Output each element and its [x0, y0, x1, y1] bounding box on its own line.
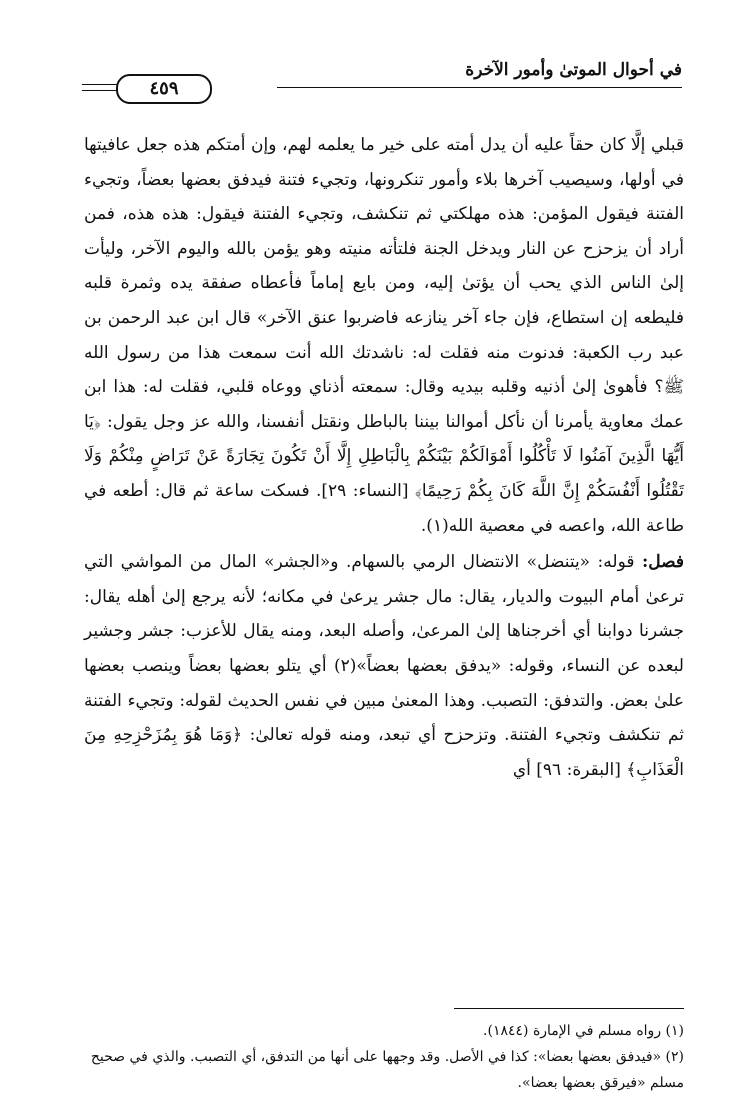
running-title: في أحوال الموتىٰ وأمور الآخرة: [465, 60, 682, 80]
footnote-2: (٢) «فيدفق بعضها بعضا»: كذا في الأصل. وقد وجهها على أنها من التدفق، أي التصبب. والذي في صحيح مسلم «فيرقق بعضها بعضا».: [90, 1049, 684, 1091]
page-header: [82, 54, 682, 104]
section-label: فصل:: [641, 552, 684, 573]
paragraph-2: [84, 545, 684, 787]
footnote-1: (١) رواه مسلم في الإمارة (١٨٤٤).: [483, 1023, 684, 1039]
header-rule: [277, 87, 682, 88]
page-number: ٤٥٩: [116, 74, 212, 104]
paragraph-2-text: قوله: «يتنضل» الانتضال الرمي بالسهام. و«الجشر» المال من المواشي التي ترعىٰ أمام البيوت والديار، يقال: مال جشر يرعىٰ في مكانه؛ لأنه يرجع إلىٰ أهله يقال: جشرنا دوابنا أي أخرجناها إلىٰ المرعىٰ، وأصله البعد، ومنه يقال للأعزب: جشر وجشير لبعده عن النساء، وقوله: «يدفق بعضها بعضاً»(٢) أي يتلو بعضها بعضاً وينصب بعضها علىٰ بعض. والتدفق: التصبب. وهذا المعنىٰ مبين في نفس الحديث لقوله: وتجيء الفتنة ثم تنكشف وتجيء الفتنة. وتزحزح أي تبعد، ومنه قوله تعالىٰ: ﴿وَمَا هُوَ بِمُزَحْزِحِهِ مِنَ الْعَذَابِ﴾ [البقرة: ٩٦] أي: [84, 552, 684, 780]
footnote-separator: [454, 1008, 684, 1009]
main-text: [84, 128, 684, 787]
paragraph-1: قبلي إلَّا كان حقاً عليه أن يدل أمته على خير ما يعلمه لهم، وإن أمتكم هذه جعل عافيتها في أولها، وسيصيب آخرها بلاء وأمور تنكرونها، وتجيء فتنة فيدفق بعضها بعضاً، وتجيء الفتنة فيقول المؤمن: هذه مهلكتي ثم تنكشف، وتجيء الفتنة فيقول: هذه هذه، فمن أراد أن يزحزح عن النار ويدخل الجنة فلتأته منيته وهو يؤمن بالله واليوم الآخر، وليأت إلىٰ الناس الذي يحب أن يؤتىٰ إليه، ومن بايع إماماً فأعطاه صفقة يده وثمرة قلبه فليطعه إن استطاع، فإن جاء آخر ينازعه فاضربوا عنق الآخر» قال ابن عبد الرحمن بن عبد رب الكعبة: فدنوت منه فقلت له: ناشدتك الله أنت سمعت هذا من رسول الله ﷺ؟ فأهوىٰ إلىٰ أذنيه وقلبه بيديه وقال: سمعته أذناي ووعاه قلبي، فقلت له: هذا ابن عمك معاوية يأمرنا أن نأكل أموالنا بيننا بالباطل ونقتل أنفسنا، والله عز وجل يقول: ﴿يَا أَيُّهَا الَّذِينَ آمَنُوا لَا تَأْكُلُوا أَمْوَالَكُمْ بَيْنَكُمْ بِالْبَاطِلِ إِلَّا أَنْ تَكُونَ تِجَارَةً عَنْ تَرَاضٍ مِنْكُمْ وَلَا تَقْتُلُوا أَنْفُسَكُمْ إِنَّ اللَّهَ كَانَ بِكُمْ رَحِيمًا﴾ [النساء: ٢٩]. فسكت ساعة ثم قال: أطعه في طاعة الله، واعصه في معصية الله(١).: [84, 135, 684, 536]
footnotes: [84, 1018, 684, 1096]
